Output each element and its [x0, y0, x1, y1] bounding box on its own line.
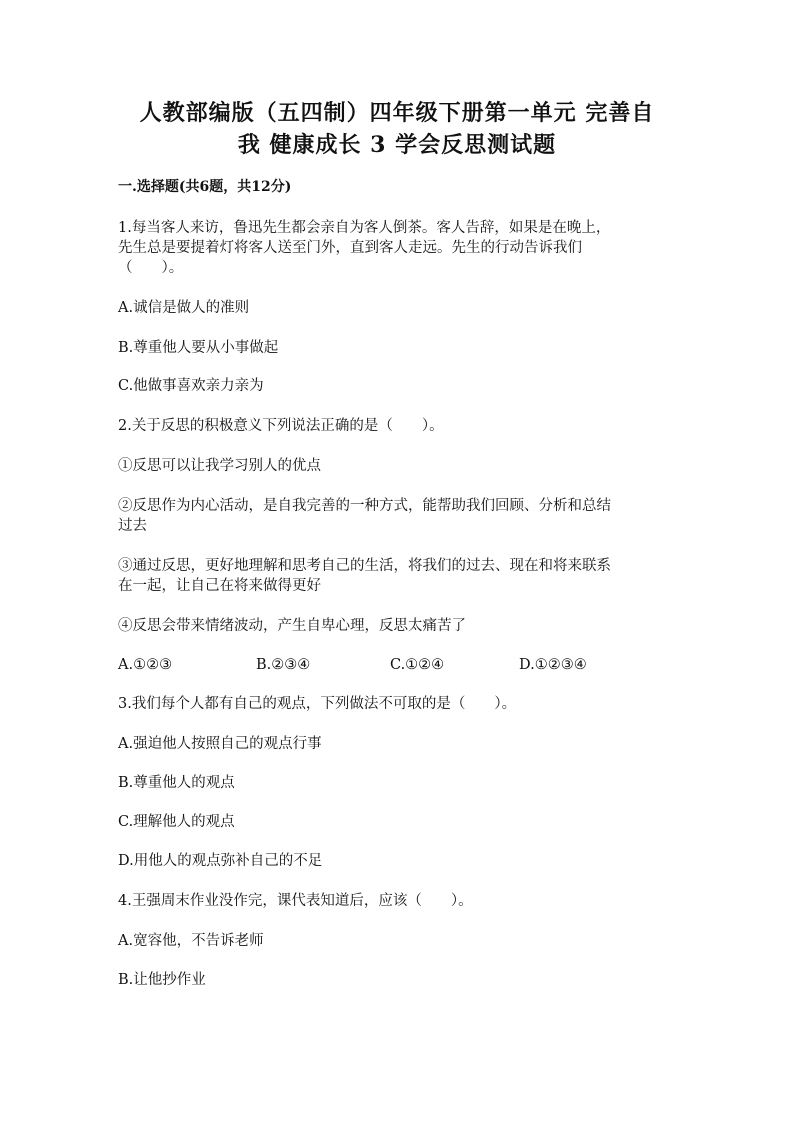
question-4-stem: 4.王强周末作业没作完，课代表知道后，应该（ ）。	[118, 893, 473, 909]
question-1-stem-line3: （ ）。	[118, 260, 184, 276]
question-3-option-a: A.强迫他人按照自己的观点行事	[118, 736, 322, 752]
question-3-stem: 3.我们每个人都有自己的观点，下列做法不可取的是（ ）。	[118, 696, 517, 712]
question-2-statement-3-line2: 在一起，让自己在将来做得更好	[118, 578, 321, 594]
question-2-option-a: A.①②③	[118, 657, 173, 673]
question-1-stem-line2: 先生总是要提着灯将客人送至门外，直到客人走远。先生的行动告诉我们	[118, 240, 582, 256]
question-2-option-d: D.①②③④	[519, 657, 587, 673]
question-4-option-a: A.宽容他，不告诉老师	[118, 933, 264, 949]
question-1-option-c: C.他做事喜欢亲力亲为	[118, 378, 264, 394]
question-2-option-b: B.②③④	[256, 657, 311, 673]
question-2-statement-4: ④反思会带来情绪波动，产生自卑心理，反思太痛苦了	[118, 618, 466, 634]
question-2-stem: 2.关于反思的积极意义下列说法正确的是（ ）。	[118, 418, 444, 434]
document-title-line2: 我 健康成长 3 学会反思测试题	[237, 132, 557, 158]
section-heading: 一.选择题(共6题，共12分)	[118, 179, 292, 195]
question-3-option-b: B.尊重他人的观点	[118, 775, 235, 791]
document-title-line1: 人教部编版（五四制）四年级下册第一单元 完善自	[139, 100, 655, 126]
question-3-option-c: C.理解他人的观点	[118, 814, 235, 830]
question-3-option-d: D.用他人的观点弥补自己的不足	[118, 853, 323, 869]
question-1-option-a: A.诚信是做人的准则	[118, 300, 250, 316]
question-2-statement-3-line1: ③通过反思，更好地理解和思考自己的生活，将我们的过去、现在和将来联系	[118, 558, 611, 574]
question-1-stem-line1: 1.每当客人来访，鲁迅先生都会亲自为客人倒茶。客人告辞，如果是在晚上，	[118, 220, 611, 236]
question-1-option-b: B.尊重他人要从小事做起	[118, 340, 279, 356]
question-2-statement-2-line2: 过去	[118, 518, 147, 534]
question-4-option-b: B.让他抄作业	[118, 972, 206, 988]
question-2-statement-1: ①反思可以让我学习别人的优点	[118, 458, 321, 474]
question-2-statement-2-line1: ②反思作为内心活动，是自我完善的一种方式，能帮助我们回顾、分析和总结	[118, 498, 611, 514]
question-2-option-c: C.①②④	[390, 657, 445, 673]
